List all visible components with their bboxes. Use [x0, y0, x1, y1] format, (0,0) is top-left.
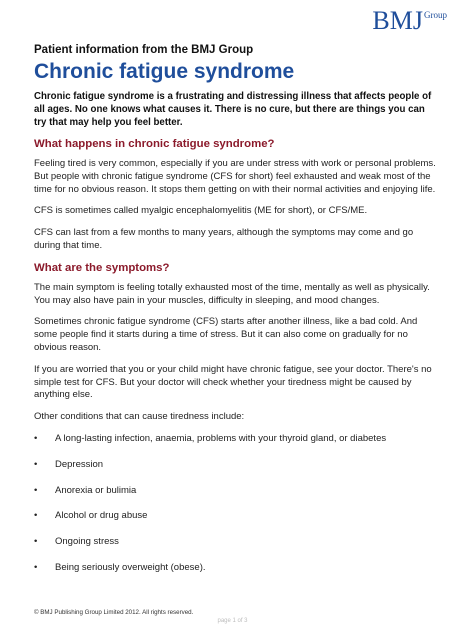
- paragraph: The main symptom is feeling totally exhausted most of the time, mentally as well as physically. You may also have pain in your muscles, difficulty in sleeping, and mood changes.: [34, 281, 430, 306]
- logo-sub-text: Group: [424, 10, 447, 20]
- paragraph: CFS can last from a few months to many years, although the symptoms may come and go during that time.: [34, 227, 414, 251]
- list-item-text: Depression: [55, 458, 104, 470]
- section-heading-what-happens: What happens in chronic fatigue syndrome?: [34, 138, 275, 150]
- document-title: Chronic fatigue syndrome: [34, 60, 295, 83]
- list-item-text: Anorexia or bulimia: [55, 484, 137, 496]
- list-item-text: A long-lasting infection, anaemia, problems with your thyroid gland, or diabetes: [55, 432, 387, 444]
- list-item: [34, 485, 439, 498]
- bullet-icon: •: [34, 536, 38, 548]
- paragraph: If you are worried that you or your child might have chronic fatigue, see your doctor. There's no simple test for CFS. But your doctor will check whether your tiredness might be caused by anything else.: [34, 363, 432, 401]
- page-number: page 1 of 3: [217, 618, 248, 624]
- bmj-group-logo: [372, 8, 447, 34]
- paragraph: Feeling tired is very common, especially if you are under stress with work or personal problems. But people with chronic fatigue syndrome (CFS for short) feel exhausted and weak most of the time for no obvious reason. It stops them getting on with their normal activities and enjoying life.: [34, 158, 436, 195]
- document-body: [34, 44, 439, 588]
- bullet-icon: •: [34, 432, 38, 444]
- conditions-list: [34, 433, 439, 575]
- list-item-text: Ongoing stress: [55, 536, 119, 548]
- section-heading-symptoms: What are the symptoms?: [34, 261, 170, 274]
- list-item-text: Alcohol or drug abuse: [55, 510, 148, 522]
- list-item-text: Being seriously overweight (obese).: [55, 561, 206, 573]
- bullet-icon: •: [34, 458, 38, 470]
- document-kicker: Patient information from the BMJ Group: [34, 44, 254, 56]
- bullet-icon: •: [34, 510, 38, 522]
- list-item: [34, 510, 439, 523]
- copyright-footer: © BMJ Publishing Group Limited 2012. All rights reserved.: [34, 609, 194, 616]
- lead-paragraph: Chronic fatigue syndrome is a frustrating and distressing illness that affects people of all ages. No one knows what causes it. There is no cure, but there are things you can try that may help you feel better.: [34, 91, 432, 128]
- list-item: [34, 459, 439, 472]
- paragraph: Sometimes chronic fatigue syndrome (CFS) starts after another illness, like a bad cold. And some people find it starts during a time of stress. But it can also come on gradually for no obvious reason.: [34, 316, 418, 353]
- paragraph: Other conditions that can cause tiredness include:: [34, 411, 245, 423]
- bullet-icon: •: [34, 561, 38, 573]
- logo-main-text: BMJ: [372, 6, 423, 35]
- bullet-icon: •: [34, 484, 38, 496]
- list-item: [34, 536, 439, 549]
- paragraph: CFS is sometimes called myalgic encephalomyelitis (ME for short), or CFS/ME.: [34, 205, 368, 217]
- list-item: [34, 433, 439, 446]
- list-item: [34, 562, 439, 575]
